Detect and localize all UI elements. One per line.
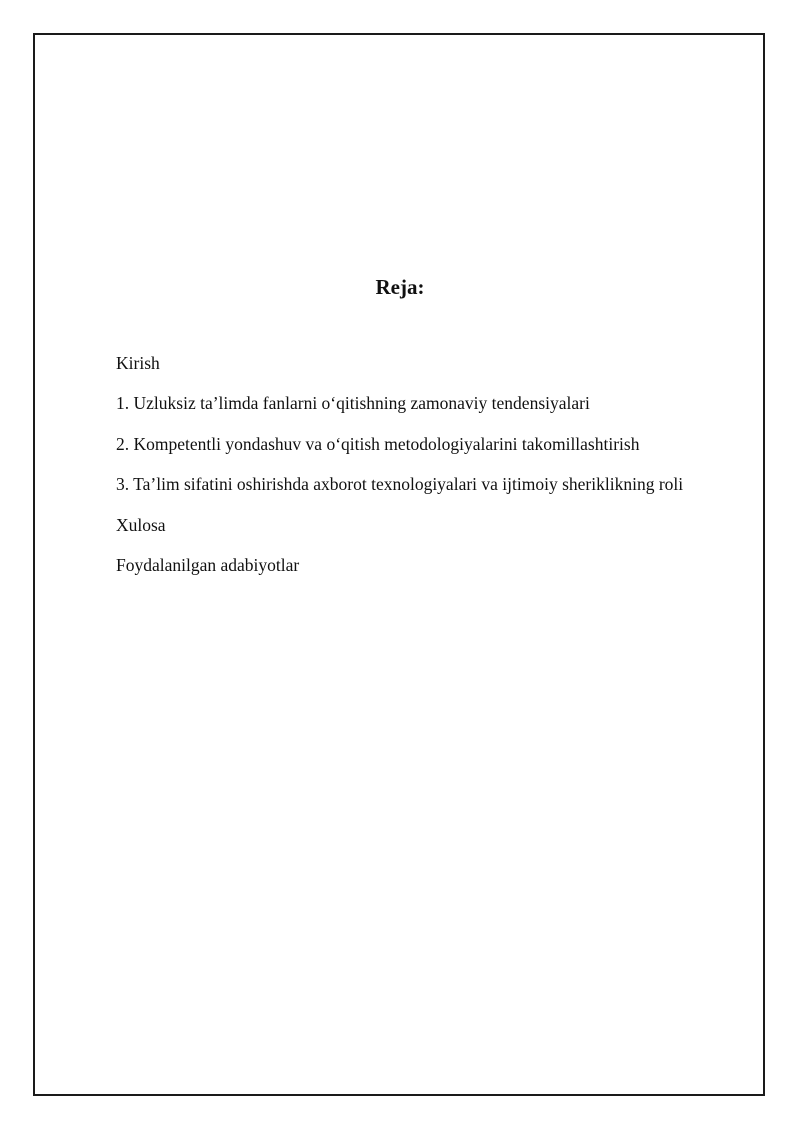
toc-item-3: 3. Ta’lim sifatini oshirishda axborot texnologiyalari va ijtimoiy sheriklikning roli — [116, 474, 684, 495]
toc-item-1: 1. Uzluksiz ta’limda fanlarni o‘qitishning zamonaviy tendensiyalari — [116, 393, 590, 414]
toc-item-conclusion: Xulosa — [116, 514, 166, 535]
page-title: Reja: — [375, 275, 425, 299]
table-of-contents — [116, 351, 683, 593]
toc-item-introduction: Kirish — [116, 353, 160, 373]
toc-item-2: 2. Kompetentli yondashuv va o‘qitish metodologiyalarini takomillashtirish — [116, 433, 640, 454]
toc-item-references: Foydalanilgan adabiyotlar — [116, 554, 300, 575]
